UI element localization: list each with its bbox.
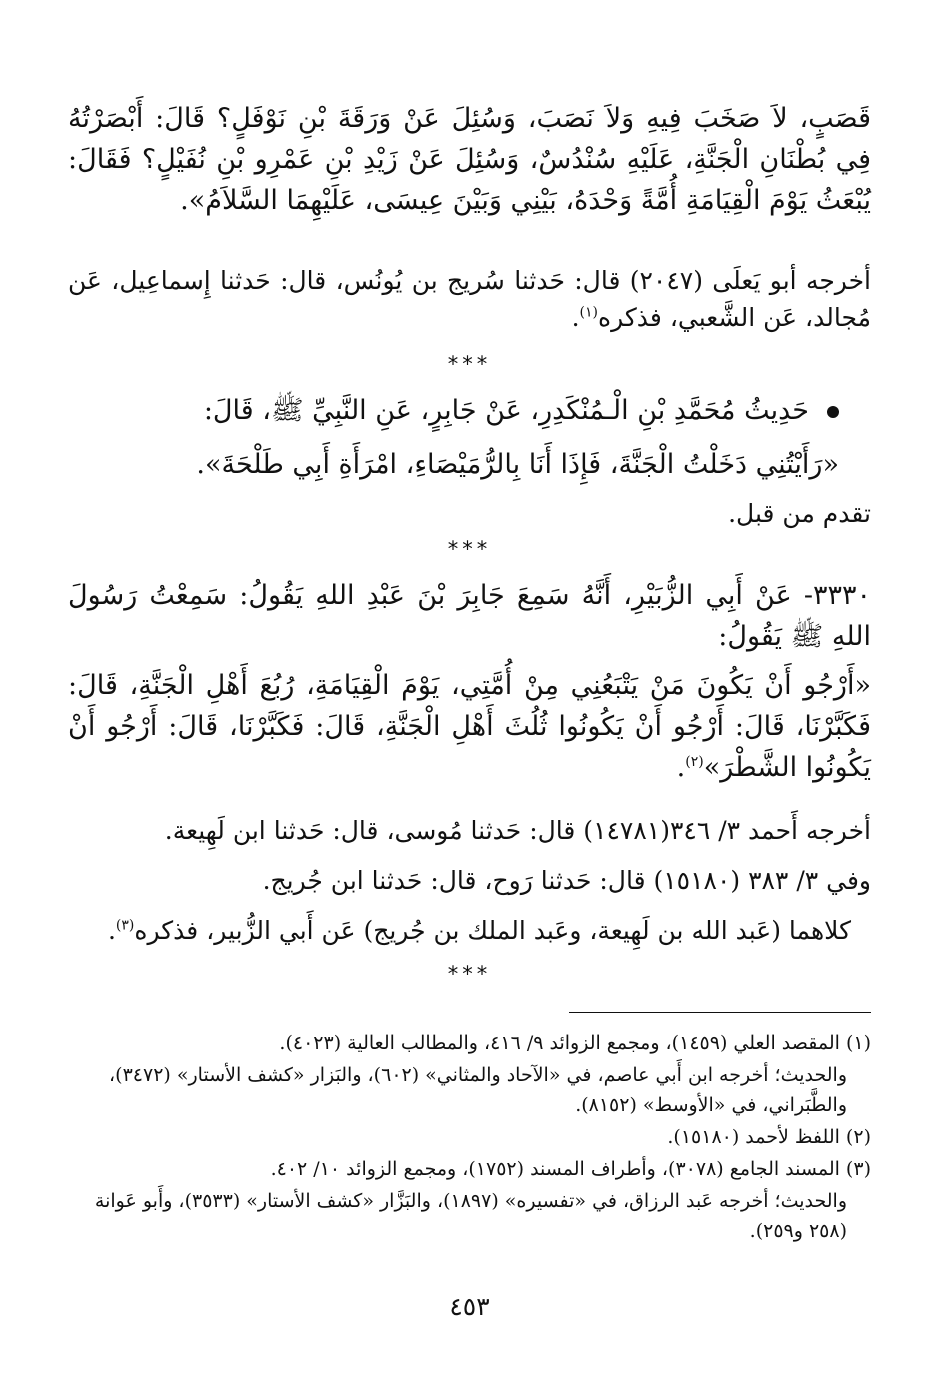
matn-period: . <box>676 752 686 783</box>
footnote-ref-3: (٣) <box>115 917 135 934</box>
takhrij-period: . <box>571 303 580 332</box>
hadith-3330-matn <box>68 665 871 788</box>
hadith-heading-text: حَدِيثُ مُحَمَّدِ بْنِ الْـمُنْكَدِرِ، عَنْ جَابِرٍ، عَنِ النَّبِيِّ ﷺ، قَالَ: <box>203 395 809 426</box>
section-separator-3: *** <box>447 962 492 986</box>
hadith-heading-line <box>119 390 839 431</box>
takhrij-ahmad-1: أخرجه أَحمد ٣/ ٣٤٦(١٤٧٨١) قال: حَدثنا مُوسى، قال: حَدثنا ابن لَهِيعة. <box>164 816 871 845</box>
section-separator-1: *** <box>447 352 492 376</box>
footnote-1: (١) المقصد العلي (١٤٥٩)، ومجمع الزوائد ٩/ ٤١٦، والمطالب العالية (٤٠٢٣). <box>279 1032 871 1054</box>
footnote-3-continuation: والحديث؛ أخرجه عَبد الرزاق، في «تفسيره» (١٨٩٧)، والبَزَّار «كشف الأستار» (٣٥٣٣)، وأَبو عَوانة (٢٥٨ و٢٥٩). <box>94 1190 847 1242</box>
footnote-divider <box>569 1012 871 1013</box>
footnote-1-continuation: والحديث؛ أخرجه ابن أَبي عاصم، في «الآحاد والمثاني» (٦٠٢)، والبَزار «كشف الأستار» (٣٤٧٢)، والطَّبَراني، في «الأوسط» (٨١٥٢). <box>109 1064 847 1116</box>
footnotes-section <box>68 1028 871 1248</box>
page-number: ٤٥٣ <box>449 1292 490 1321</box>
hadith-3330-matn-text: «أَرْجُو أَنْ يَكُونَ مَنْ يَتْبَعُنِي مِنْ أُمَّتِي، يَوْمَ الْقِيَامَةِ، رُبُعَ أَهْلِ الْجَنَّةِ، قَالَ: فَكَبَّرْنَا، قَالَ: أَرْجُو أَنْ يَكُونُوا ثُلُثَ أَهْلِ الْجَنَّةِ، قَالَ: فَكَبَّرْنَا، قَالَ: أَرْجُو أَنْ يَكُونُوا الشَّطْرَ» <box>68 670 871 783</box>
section-separator-2: *** <box>447 537 492 561</box>
footnote-ref-2: (٢) <box>685 754 704 770</box>
summary-period: . <box>107 916 116 945</box>
takhrij-paragraph-1 <box>68 262 871 336</box>
takhrij-summary-text: كلاهما (عَبد الله بن لَهِيعة، وعَبد الملك بن جُريج) عَن أَبي الزُّبير، فذكره <box>134 916 851 945</box>
hadith-3330-isnad: ٣٣٣٠- عَنْ أَبِي الزُّبَيْرِ، أَنَّهُ سَمِعَ جَابِرَ بْنَ عَبْدِ اللهِ يَقُولُ: سَمِعْتُ رَسُولَ اللهِ ﷺ يَقُولُ: <box>68 580 871 652</box>
footnote-3: (٣) المسند الجامع (٣٠٧٨)، وأطراف المسند (١٧٥٢)، ومجمع الزوائد ١٠/ ٤٠٢. <box>270 1158 871 1180</box>
takhrij-summary <box>68 912 851 949</box>
hadith-matn-line: «رَأَيْتُنِي دَخَلْتُ الْجَنَّةَ، فَإِذَا أَنَا بِالرُّمَيْصَاءِ، امْرَأَةِ أَبِي طَلْحَةَ». <box>196 449 839 480</box>
takhrij-text: أخرجه أبو يَعلَى (٢٠٤٧) قال: حَدثنا سُريج بن يُونُس، قال: حَدثنا إِسماعِيل، عَن مُجالد، عَن الشَّعبي، فذكره <box>68 266 871 332</box>
hadith-continuation-paragraph: قَصَبٍ، لاَ صَخَبَ فِيهِ وَلاَ نَصَبَ، وَسُئِلَ عَنْ وَرَقَةَ بْنِ نَوْفَلٍ؟ قَالَ: أَبْصَرْتُهُ فِي بُطْنَانِ الْجَنَّةِ، عَلَيْهِ سُنْدُسٌ، وَسُئِلَ عَنْ زَيْدِ بْنِ عَمْرِو بْنِ نُفَيْلٍ؟ فَقَالَ: يُبْعَثُ يَوْمَ الْقِيَامَةِ أُمَّةً وَحْدَهُ، بَيْنِي وَبَيْنَ عِيسَى، عَلَيْهِمَا السَّلاَمُ». <box>68 103 871 216</box>
footnote-2: (٢) اللفظ لأحمد (١٥١٨٠). <box>667 1126 871 1148</box>
bullet-dot-icon <box>827 406 839 418</box>
footnote-ref-1: (١) <box>579 304 598 321</box>
takhrij-ahmad-2: وفي ٣/ ٣٨٣ (١٥١٨٠) قال: حَدثنا رَوح، قال: حَدثنا ابن جُريج. <box>262 866 871 895</box>
cross-reference-note: تقدم من قبل. <box>728 499 871 528</box>
